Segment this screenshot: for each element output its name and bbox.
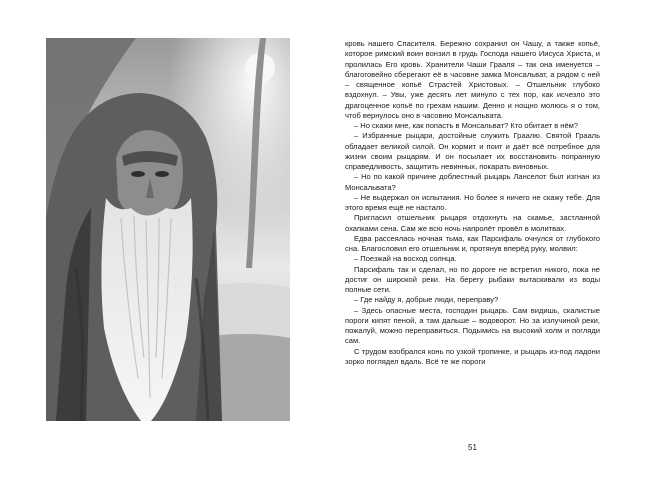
paragraph: Парсифаль так и сделал, но по дороге не встретил никого, пока не достиг он широкой реки. На берегу рыбаки вытаскивали из воды полные сети. <box>345 264 600 294</box>
paragraph: – Избранные рыцари, достойные служить Граалю. Святой Грааль обладает великой силой. Он кормит и поит и даёт всё потребное для жизни своим рыцарям. И он посылает их восстановить попранную справедливость, защитить невинных, покарать виновных. <box>345 131 600 171</box>
paragraph: С трудом взобрался конь по узкой тропинке, и рыцарь из-под ладони зорко поглядел вдаль. Всё те же пороги <box>345 346 600 366</box>
paragraph: кровь нашего Спасителя. Бережно сохранил он Чашу, а также копьё, которое римский воин вонзил в грудь Господа нашего Иисуса Христа, и пролилась Его кровь. Хранители Чаши Грааля – так она именуется – благоговейно сберегают её в часовне замка Монсальват, а рядом с ней – священное копьё Страстей Христовых. – Отшельник глубоко вздохнул. – Увы, уже десять лет минуло с тех пор, как исчезло это драгоценное копьё по грехам нашим. Денно и нощно молюсь я о том, чтоб вернулось оно в часовню Монсальвата. <box>345 39 600 120</box>
page-number: 51 <box>468 443 477 452</box>
hermit-illustration <box>46 38 290 421</box>
paragraph: – Здесь опасные места, господин рыцарь. Сам видишь, скалистые пороги кипят пеной, а там дальше – водоворот. Но за излучиной реки, пожалуй, можно переправиться. Подымись на высокий холм и погляди сам. <box>345 305 600 346</box>
paragraph: – Не выдержал он испытания. Но более я ничего не скажу тебе. Для этого время ещё не настало. <box>345 192 600 212</box>
page-text <box>345 39 600 367</box>
hermit-portrait-image <box>46 38 290 421</box>
paragraph: Едва рассеялась ночная тьма, как Парсифаль очнулся от глубокого сна. Благословил его отшельник и, протянув вперёд руку, молвил: <box>345 233 600 253</box>
paragraph: Пригласил отшельник рыцаря отдохнуть на скамье, застланной охапками сена. Сам же всю ночь напролёт провёл в молитвах. <box>345 213 600 233</box>
paragraph: – Но по какой причине доблестный рыцарь Ланселот был изгнан из Монсальвата? <box>345 172 600 192</box>
paragraph: – Но скажи мне, как попасть в Монсальват? Кто обитает в нём? <box>354 121 579 130</box>
paragraph: – Где найду я, добрые люди, переправу? <box>354 295 499 305</box>
paragraph: – Поезжай на восход солнца. <box>354 254 457 264</box>
